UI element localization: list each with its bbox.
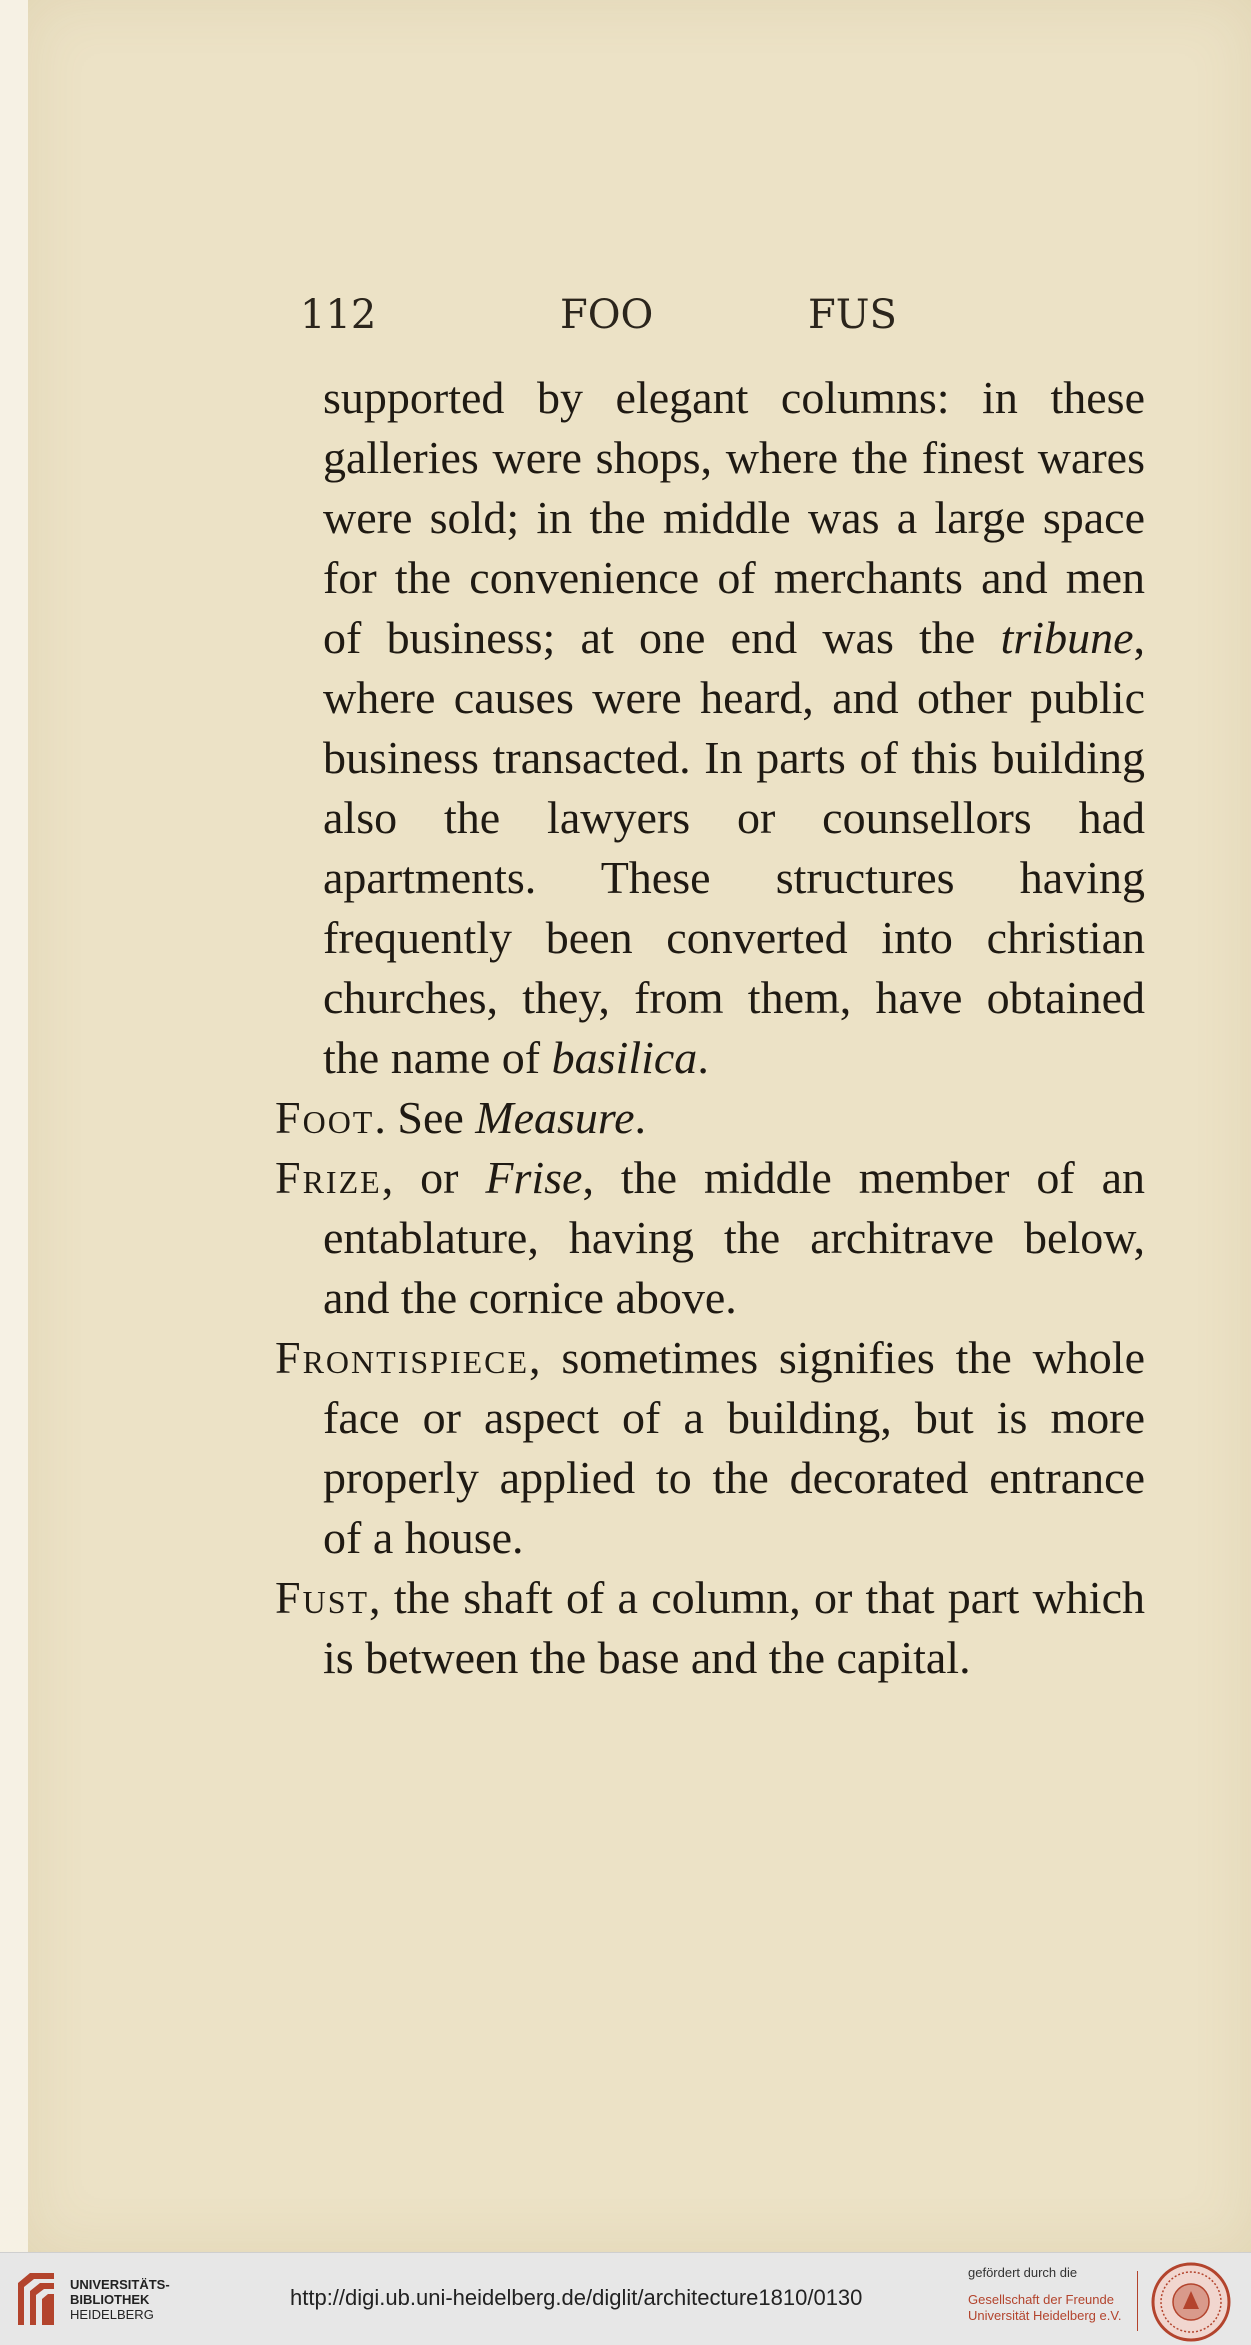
italic-term: basilica	[551, 1032, 698, 1083]
entry-foot: Foot. See Measure.	[275, 1092, 647, 1143]
entry-frize: Frize, or Frise, the middle member of an entablature, having the architrave below, and the cornice above.	[275, 1152, 1145, 1323]
headword: Foot	[275, 1092, 375, 1143]
permalink-url[interactable]: http://digi.ub.uni-heidelberg.de/diglit/architecture1810/0130	[290, 2285, 863, 2310]
headword: Frize	[275, 1152, 382, 1203]
headword: Fust	[275, 1572, 370, 1623]
page-number: 112	[300, 292, 377, 338]
entry-frontispiece: Frontispiece, sometimes signifies the whole face or aspect of a building, but is more properly applied to the decorated entrance of a house.	[275, 1332, 1145, 1563]
italic-term: Frise	[485, 1152, 583, 1203]
head-left: FOO	[560, 292, 654, 338]
head-right: FUS	[808, 292, 897, 338]
footer-divider	[1137, 2271, 1138, 2331]
italic-term: tribune	[1000, 612, 1134, 663]
headword: Frontispiece	[275, 1332, 530, 1383]
footer-bar	[0, 2252, 1251, 2345]
sponsor-note: gefördert durch die Gesellschaft der Freunde Universität Heidelberg e.V.	[968, 2265, 1122, 2323]
continuation-paragraph: supported by elegant columns: in these galleries were shops, where the finest wares were sold; in the middle was a large space for the convenience of merchants and men of business; at one end was the tribune, where causes were heard, and other public business transacted. In parts of this building also the lawyers or counsellors had apartments. These structures having frequently been converted into christian churches, they, from them, have obtained the name of basilica.	[323, 372, 1145, 1083]
library-logo-icon	[14, 2269, 58, 2329]
italic-term: Measure	[475, 1092, 635, 1143]
entry-fust: Fust, the shaft of a column, or that part which is between the base and the capital.	[275, 1572, 1145, 1683]
library-name: UNIVERSITÄTS- BIBLIOTHEK HEIDELBERG	[70, 2277, 170, 2322]
university-seal-icon	[1150, 2261, 1232, 2343]
page-text	[275, 368, 1145, 1688]
running-head	[0, 292, 1251, 352]
